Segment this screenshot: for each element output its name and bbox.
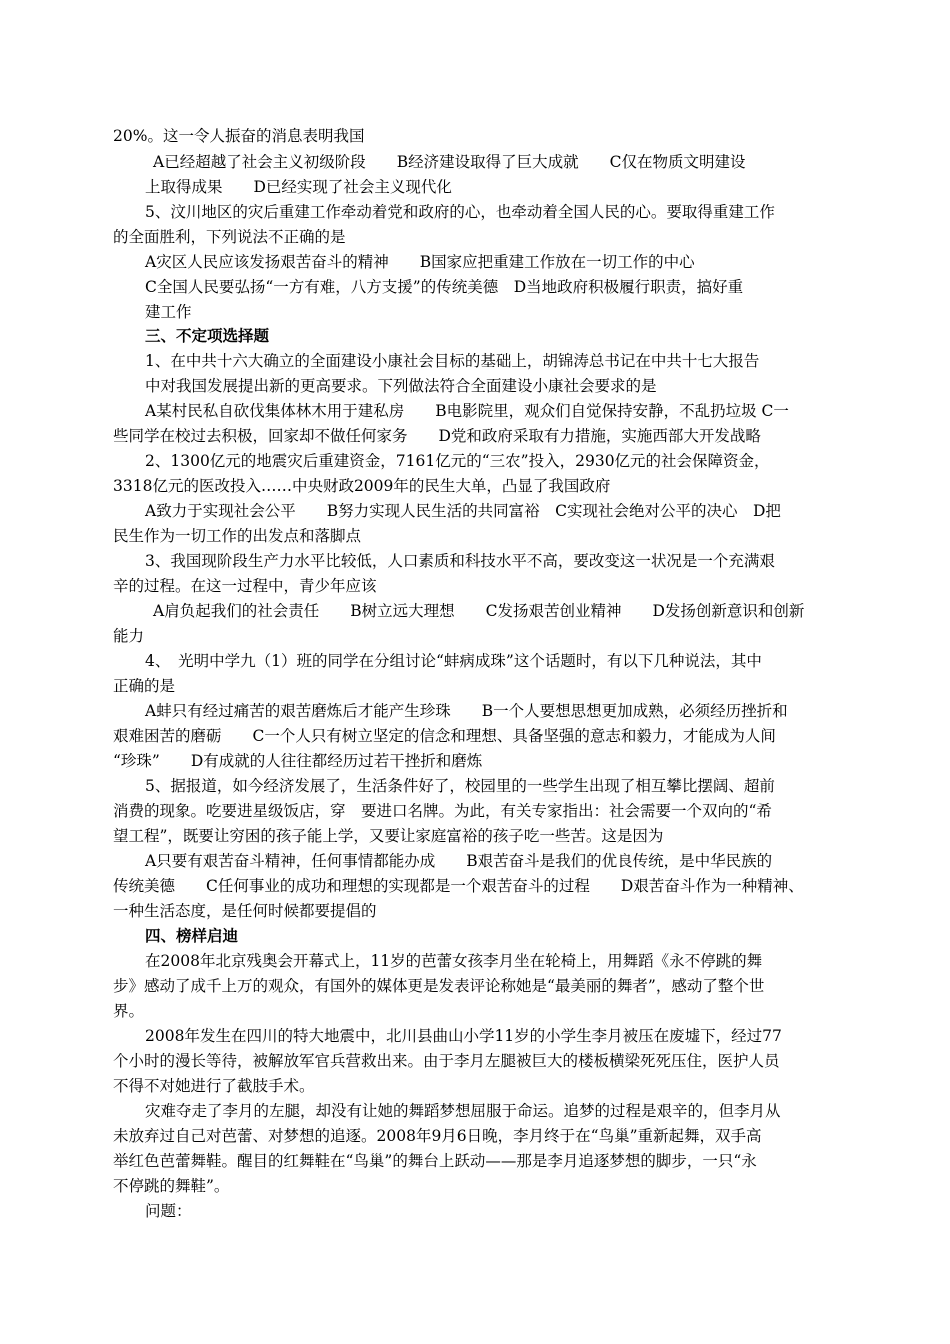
text-line: 在2008年北京残奥会开幕式上，11岁的芭蕾女孩李月坐在轮椅上，用舞蹈《永不停跳的舞 (145, 952, 763, 970)
text-line: A灾区人民应该发扬艰苦奋斗的精神 B国家应把重建工作放在一切工作的中心 (145, 253, 695, 271)
text-line: A致力于实现社会公平 B努力实现人民生活的共同富裕 C实现社会绝对公平的决心 D把 (145, 502, 781, 520)
text-line: 上取得成果 D已经实现了社会主义现代化 (145, 178, 452, 196)
text-line: 问题： (145, 1202, 192, 1220)
text-line: A只要有艰苦奋斗精神，任何事情都能办成 B艰苦奋斗是我们的优良传统，是中华民族的 (145, 852, 773, 870)
text-line: 1、在中共十六大确立的全面建设小康社会目标的基础上，胡锦涛总书记在中共十七大报告 (145, 352, 760, 370)
text-line: 能力 (113, 627, 145, 645)
text-line: 艰难困苦的磨砺 C一个人只有树立坚定的信念和理想、具备坚强的意志和毅力，才能成为人间 (113, 727, 776, 745)
text-line: 5、据报道，如今经济发展了，生活条件好了，校园里的一些学生出现了相互攀比摆阔、超前 (145, 777, 775, 795)
text-line: 2、1300亿元的地震灾后重建资金，7161亿元的“三农”投入，2930亿元的社会保障资金， (145, 452, 770, 470)
text-line: C全国人民要弘扬“一方有难，八方支援”的传统美德 D当地政府积极履行职责，搞好重 (145, 278, 744, 296)
text-line: 正确的是 (113, 677, 176, 695)
text-line: 不停跳的舞鞋”。 (113, 1177, 230, 1195)
text-line: A已经超越了社会主义初级阶段 B经济建设取得了巨大成就 C仅在物质文明建设 (153, 153, 746, 171)
section-heading: 三、不定项选择题 (145, 326, 270, 345)
text-line: 不得不对她进行了截肢手术。 (113, 1077, 315, 1095)
text-line: 辛的过程。在这一过程中，青少年应该 (113, 577, 377, 595)
text-line: 些同学在校过去积极，回家却不做任何家务 D党和政府采取有力措施，实施西部大开发战略 (113, 427, 761, 445)
text-line: 20%。这一令人振奋的消息表明我国 (113, 127, 365, 145)
text-line: A某村民私自砍伐集体林木用于建私房 B电影院里，观众们自觉保持安静，不乱扔垃圾 C一 (145, 402, 789, 420)
text-line: 个小时的漫长等待，被解放军官兵营救出来。由于李月左腿被巨大的楼板横梁死死压住，医护人员 (113, 1052, 780, 1070)
text-line: A肩负起我们的社会责任 B树立远大理想 C发扬艰苦创业精神 D发扬创新意识和创新 (153, 602, 805, 620)
section-heading: 四、榜样启迪 (145, 926, 239, 945)
text-line: 界。 (113, 1002, 145, 1020)
text-line: 未放弃过自己对芭蕾、对梦想的追逐。2008年9月6日晚，李月终于在“鸟巢”重新起舞，双手高 (113, 1127, 762, 1145)
text-line: “珍珠” D有成就的人往往都经历过若干挫折和磨炼 (113, 752, 483, 770)
text-line: 2008年发生在四川的特大地震中，北川县曲山小学11岁的小学生李月被压在废墟下，经过77 (145, 1027, 782, 1045)
text-line: 民生作为一切工作的出发点和落脚点 (113, 527, 362, 545)
text-line: 3、我国现阶段生产力水平比较低，人口素质和科技水平不高，要改变这一状况是一个充满艰 (145, 552, 775, 570)
text-line: 3318亿元的医改投入……中央财政2009年的民生大单，凸显了我国政府 (113, 477, 611, 495)
text-line: 举红色芭蕾舞鞋。醒目的红舞鞋在“鸟巢”的舞台上跃动——那是李月追逐梦想的脚步，一只“永 (113, 1152, 757, 1170)
text-line: 灾难夺走了李月的左腿，却没有让她的舞蹈梦想屈服于命运。追梦的过程是艰辛的，但李月从 (145, 1102, 781, 1120)
text-line: 步》感动了成千上万的观众，有国外的媒体更是发表评论称她是“最美丽的舞者”，感动了整个世 (113, 977, 765, 995)
text-line: 消费的现象。吃要进星级饭店，穿 要进口名牌。为此，有关专家指出：社会需要一个双向的“希 (113, 802, 772, 820)
text-line: 建工作 (145, 303, 192, 321)
text-line: 的全面胜利，下列说法不正确的是 (113, 228, 346, 246)
text-line: 传统美德 C任何事业的成功和理想的实现都是一个艰苦奋斗的过程 D艰苦奋斗作为一种精神、 (113, 877, 804, 895)
text-line: 5、汶川地区的灾后重建工作牵动着党和政府的心，也牵动着全国人民的心。要取得重建工作 (145, 203, 775, 221)
text-line: 4、 光明中学九（1）班的同学在分组讨论“蚌病成珠”这个话题时，有以下几种说法，其中 (145, 652, 762, 670)
text-line: 一种生活态度，是任何时候都要提倡的 (113, 902, 377, 920)
text-line: 望工程”，既要让穷困的孩子能上学，又要让家庭富裕的孩子吃一些苦。这是因为 (113, 827, 664, 845)
text-line: 中对我国发展提出新的更高要求。下列做法符合全面建设小康社会要求的是 (145, 377, 657, 395)
text-line: A蚌只有经过痛苦的艰苦磨炼后才能产生珍珠 B一个人要想思想更加成熟，必须经历挫折和 (145, 702, 788, 720)
